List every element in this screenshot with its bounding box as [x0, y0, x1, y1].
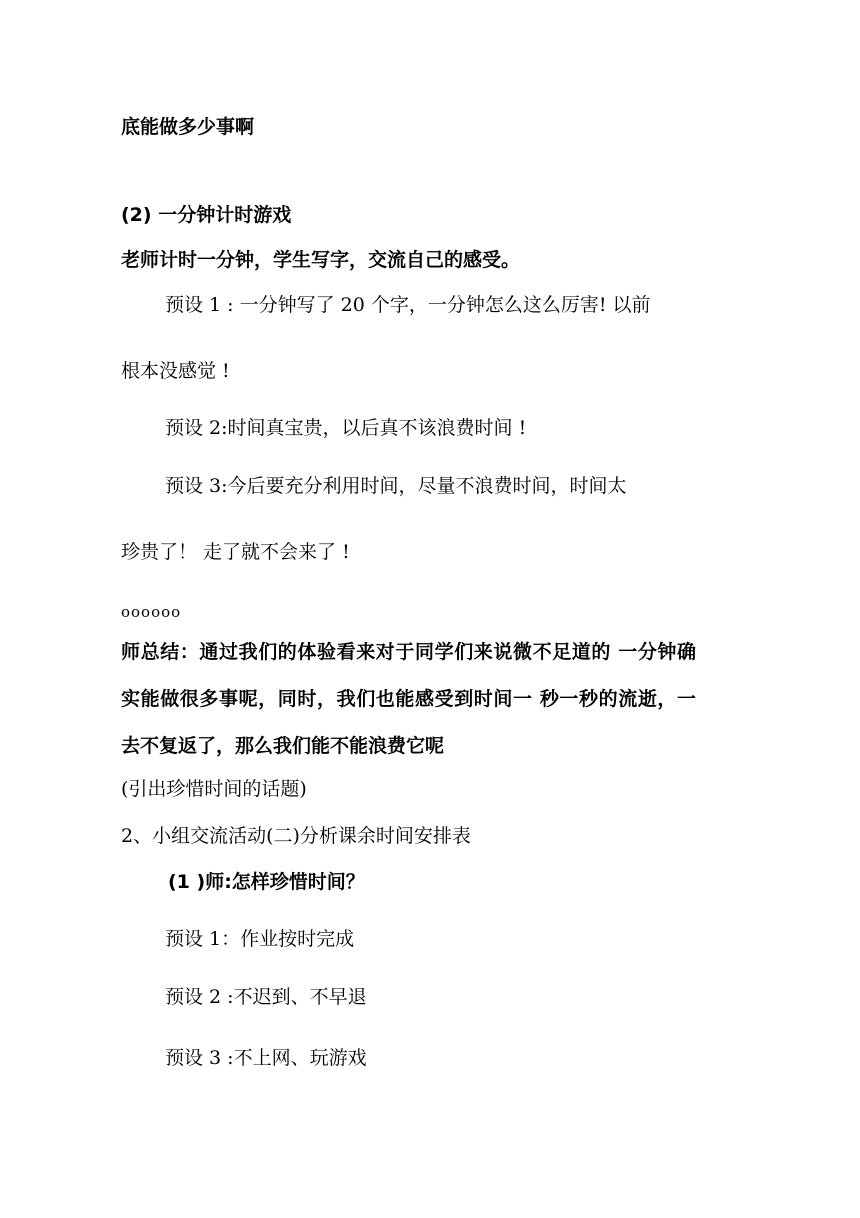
text-line-preset-1: 预设 1 : 一分钟写了 20 个字，一分钟怎么这么厉害! 以前: [165, 294, 651, 316]
text-line-preset-3: 预设 3:今后要充分利用时间，尽量不浪费时间，时间太: [165, 475, 627, 497]
text-line-preset-3-cont: 珍贵了！ 走了就不会来了 !: [121, 541, 350, 563]
text-line-topic-note: (引出珍惜时间的话题): [121, 778, 307, 800]
text-line-continuation: 底能做多少事啊: [121, 116, 255, 138]
text-line-preset-2: 预设 2:时间真宝贵，以后真不该浪费时间 !: [165, 417, 527, 439]
text-line-answer-1: 预设 1：作业按时完成: [165, 928, 355, 950]
text-line-answer-3: 预设 3 :不上网、玩游戏: [165, 1047, 367, 1069]
text-line-summary-3: 去不复返了，那么我们能不能浪费它呢: [121, 735, 445, 757]
section-heading-timer-game: (2) 一分钟计时游戏: [121, 204, 292, 226]
text-line-instruction: 老师计时一分钟，学生写字，交流自己的感受。: [121, 249, 521, 271]
text-line-answer-2: 预设 2 :不迟到、不早退: [165, 986, 367, 1008]
section-heading-group-activity: 2、小组交流活动(二)分析课余时间安排表: [121, 825, 471, 847]
text-line-summary-2: 实能做很多事呢，同时，我们也能感受到时间一 秒一秒的流逝，一: [121, 688, 697, 710]
text-line-ellipsis: oooooo: [121, 603, 182, 621]
text-line-summary-1: 师总结：通过我们的体验看来对于同学们来说微不足道的 一分钟确: [121, 641, 697, 663]
text-line-question: (1 )师:怎样珍惜时间？: [168, 871, 365, 893]
text-line-preset-1-cont: 根本没感觉 !: [121, 360, 230, 382]
